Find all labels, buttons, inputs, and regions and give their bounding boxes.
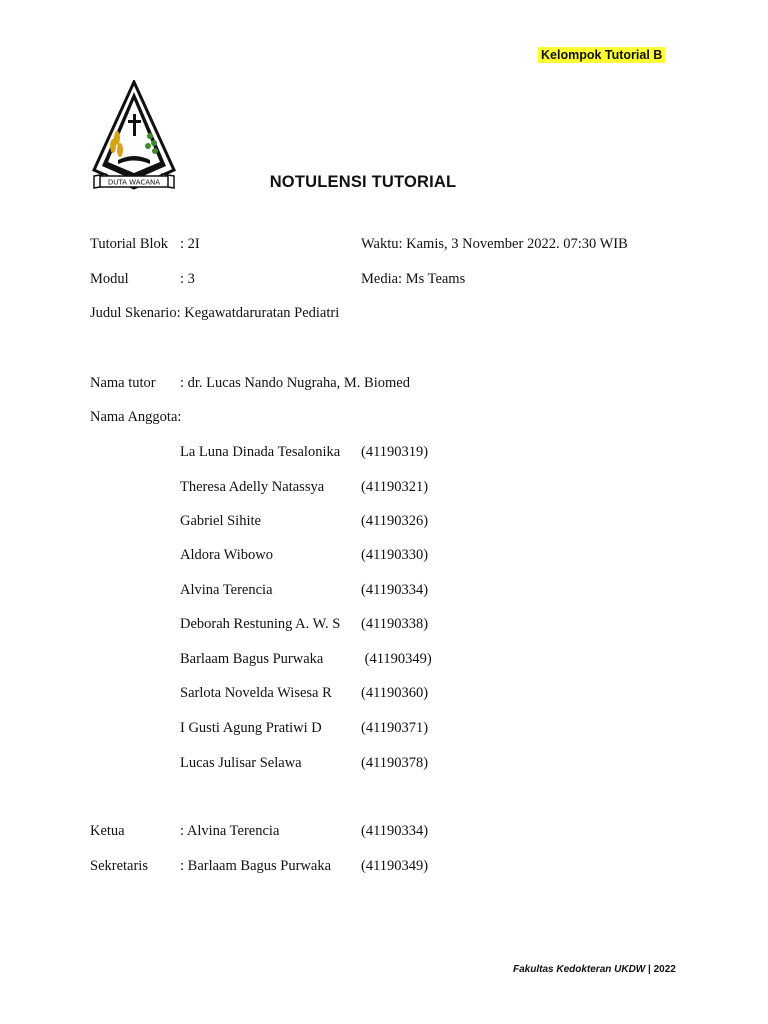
member-name: I Gusti Agung Pratiwi D <box>180 720 322 736</box>
sekretaris-label: Sekretaris <box>90 858 148 874</box>
member-id: (41190349) <box>361 651 432 667</box>
member-id: (41190334) <box>361 582 429 598</box>
member-id: (41190338) <box>361 616 429 632</box>
member-name: Sarlota Novelda Wisesa R <box>180 685 332 701</box>
member-name: La Luna Dinada Tesalonika <box>180 444 341 460</box>
skenario-text: Judul Skenario: Kegawatdaruratan Pediatri <box>90 305 340 321</box>
member-name: Aldora Wibowo <box>180 547 273 563</box>
member-name: Lucas Julisar Selawa <box>180 755 302 771</box>
waktu-text: Waktu: Kamis, 3 November 2022. 07:30 WIB <box>361 236 628 252</box>
member-name: Barlaam Bagus Purwaka <box>180 651 324 667</box>
page-title: NOTULENSI TUTORIAL <box>269 173 457 191</box>
footer-separator: | <box>645 964 654 975</box>
tutor-label: Nama tutor <box>90 375 156 391</box>
member-id: (41190371) <box>361 720 429 736</box>
anggota-label: Nama Anggota: <box>90 409 182 425</box>
ketua-id: (41190334) <box>361 823 429 839</box>
sekretaris-id: (41190349) <box>361 858 429 874</box>
member-id: (41190319) <box>361 444 429 460</box>
blok-label: Tutorial Blok <box>90 236 169 252</box>
page-footer <box>513 964 676 975</box>
member-id: (41190360) <box>361 685 429 701</box>
group-label: Kelompok Tutorial B <box>538 47 665 63</box>
ketua-value: : Alvina Terencia <box>180 823 280 839</box>
member-name: Alvina Terencia <box>180 582 273 598</box>
member-name: Theresa Adelly Natassya <box>180 479 325 495</box>
blok-value: : 2I <box>180 236 200 252</box>
sekretaris-value: : Barlaam Bagus Purwaka <box>180 858 332 874</box>
ketua-label: Ketua <box>90 823 125 839</box>
modul-value: : 3 <box>180 271 195 287</box>
member-name: Deborah Restuning A. W. S <box>180 616 341 632</box>
logo-text: DUTA WACANA <box>107 178 161 187</box>
member-name: Gabriel Sihite <box>180 513 261 529</box>
member-id: (41190378) <box>361 755 429 771</box>
media-text: Media: Ms Teams <box>361 271 466 287</box>
tutor-value: : dr. Lucas Nando Nugraha, M. Biomed <box>180 375 410 391</box>
footer-faculty: Fakultas Kedokteran UKDW <box>513 964 646 975</box>
member-id: (41190326) <box>361 513 429 529</box>
modul-label: Modul <box>90 271 129 287</box>
member-id: (41190330) <box>361 547 429 563</box>
member-id: (41190321) <box>361 479 429 495</box>
footer-year: 2022 <box>653 964 676 975</box>
